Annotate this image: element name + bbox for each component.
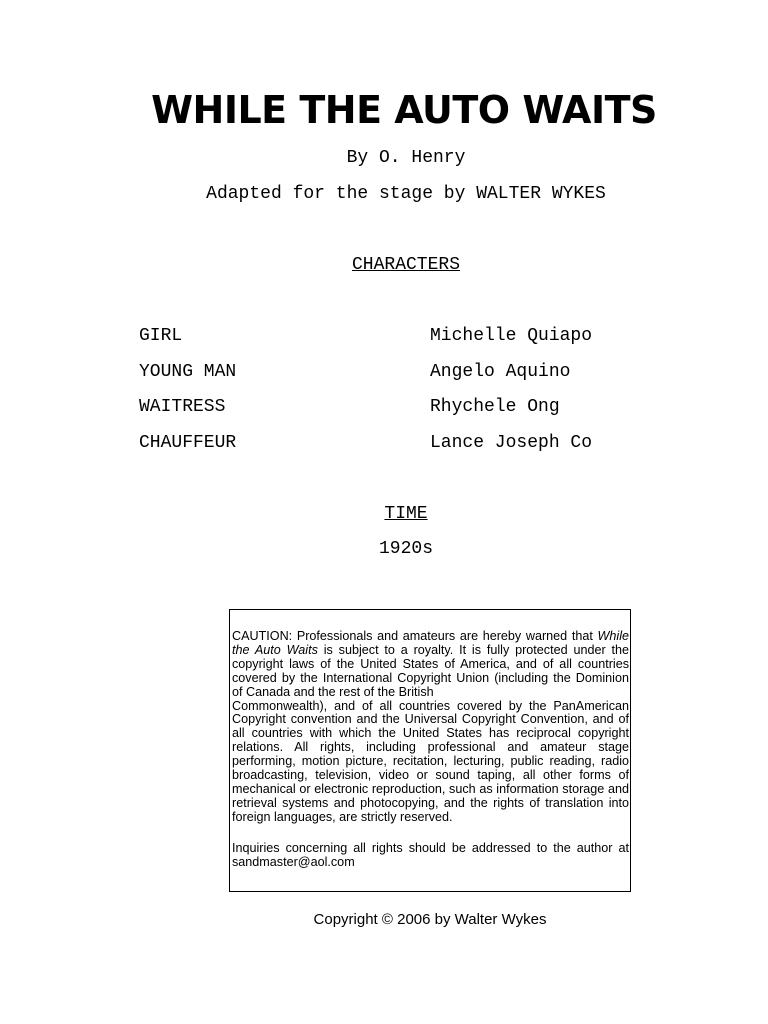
paragraph-spacer [232, 825, 629, 842]
cast-role: CHAUFFEUR [139, 433, 237, 453]
caution-paragraph [232, 630, 629, 700]
copyright-notice: Copyright © 2006 by Walter Wykes [313, 911, 547, 928]
characters-heading: CHARACTERS [351, 255, 461, 275]
cast-actor: Lance Joseph Co [430, 433, 593, 453]
byline: By O. Henry [346, 148, 466, 168]
cast-actor: Rhychele Ong [430, 397, 560, 417]
cast-actor: Michelle Quiapo [430, 326, 593, 346]
cast-role: GIRL [139, 326, 183, 346]
inquiries-paragraph: Inquiries concerning all rights should be addressed to the author at sandmaster@aol.com [232, 840, 629, 869]
play-title: WHILE THE AUTO WAITS [151, 88, 657, 132]
cast-row [139, 362, 699, 386]
caution-notice [232, 630, 629, 870]
caution-paragraph-continued: Commonwealth), and of all countries covered by the PanAmerican Copyright convention and the Universal Copyright Convention, and of all countries with which the United States has reciprocal copyright relations. All rights, including professional and amateur stage performing, motion picture, recitation, lecturing, public reading, radio broadcasting, television, video or sound taping, all other forms of mechanical or electronic reproduction, such as information storage and retrieval systems and photocopying, and the rights of translation into foreign languages, are strictly reserved. [232, 698, 629, 824]
caution-lead: CAUTION: Professionals and amateurs are hereby warned that [232, 629, 598, 643]
cast-role: YOUNG MAN [139, 362, 237, 382]
cast-role: WAITRESS [139, 397, 226, 417]
caution-body-part1: is subject to a royalty. It is fully protected under the copyright laws of the United States of America, and of all countries covered by the International Copyright Union (including the Dominion of Canada and the rest of the British [232, 642, 629, 699]
caution-play-title: While the Auto Waits [232, 629, 629, 657]
cast-row [139, 326, 699, 350]
caution-box [229, 609, 631, 892]
cast-row [139, 433, 699, 457]
time-value: 1920s [378, 539, 433, 559]
cast-actor: Angelo Aquino [430, 362, 571, 382]
adaptation-credit: Adapted for the stage by WALTER WYKES [206, 184, 606, 204]
cast-row [139, 397, 699, 421]
time-heading: TIME [384, 504, 428, 524]
